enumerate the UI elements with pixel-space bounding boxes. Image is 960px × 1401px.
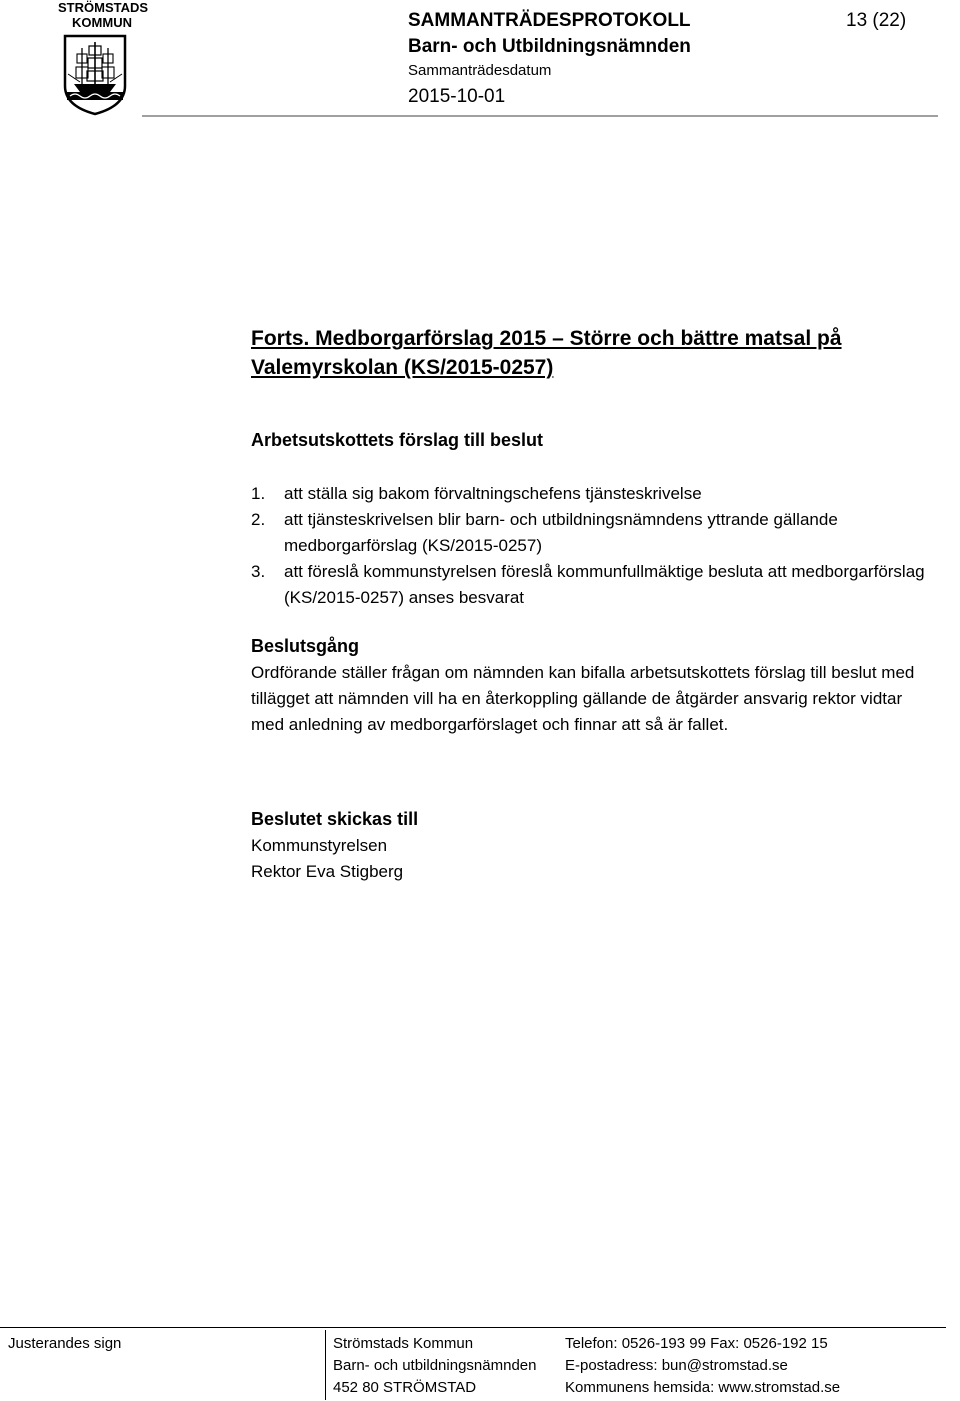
list-item [251, 481, 931, 507]
document-type: SAMMANTRÄDESPROTOKOLL [408, 10, 691, 31]
list-item-number: 1. [251, 484, 266, 503]
logo-line-1: STRÖMSTADS [58, 0, 149, 15]
recipient: Rektor Eva Stigberg [251, 862, 404, 881]
sign-label: Justerandes sign [8, 1335, 122, 1352]
item-title-line-2: Valemyrskolan (KS/2015-0257) [251, 356, 554, 379]
list-item-number: 3. [251, 562, 266, 581]
website: Kommunens hemsida: www.stromstad.se [565, 1379, 841, 1396]
email: E-postadress: bun@stromstad.se [565, 1357, 788, 1374]
ship-crest-icon [62, 34, 128, 116]
board-name: Barn- och Utbildningsnämnden [408, 36, 691, 57]
org-department: Barn- och utbildningsnämnden [333, 1357, 537, 1374]
municipality-logo-text [58, 0, 149, 30]
logo-line-2: KOMMUN [72, 15, 132, 30]
org-name: Strömstads Kommun [333, 1335, 474, 1352]
footer-contact [565, 1333, 840, 1399]
proposal-heading: Arbetsutskottets förslag till beslut [251, 430, 544, 450]
item-title [251, 324, 931, 382]
decision-heading: Beslutsgång [251, 636, 360, 656]
meeting-date-label: Sammanträdesdatum [408, 62, 552, 79]
footer-organization [333, 1333, 536, 1399]
footer-divider [0, 1327, 946, 1328]
list-item [251, 559, 931, 611]
list-item-text: att tjänsteskrivelsen blir barn- och utbildningsnämndens yttrande gällande medborgarförslag (KS/2015-0257) [284, 510, 838, 555]
list-item [251, 507, 931, 559]
proposal-list [251, 481, 931, 611]
recipient: Kommunstyrelsen [251, 836, 388, 855]
meeting-date: 2015-10-01 [408, 86, 506, 107]
phone-fax: Telefon: 0526-193 99 Fax: 0526-192 15 [565, 1335, 828, 1352]
decision-text: Ordförande ställer frågan om nämnden kan bifalla arbetsutskottets förslag till beslut med tillägget att nämnden vill ha en återkoppling gällande de åtgärder ansvarig rektor vidtar med anledning av medborgarförslaget och finnar att så är fallet. [251, 663, 915, 734]
item-title-line-1: Forts. Medborgarförslag 2015 – Större och bättre matsal på [251, 327, 842, 350]
list-item-text: att ställa sig bakom förvaltningschefens tjänsteskrivelse [284, 484, 702, 503]
list-item-text: att föreslå kommunstyrelsen föreslå kommunfullmäktige besluta att medborgarförslag (KS/2015-0257) anses besvarat [284, 562, 925, 607]
list-item-number: 2. [251, 510, 266, 529]
recipient-list [251, 833, 931, 885]
header-divider [142, 115, 938, 117]
sent-to-heading: Beslutet skickas till [251, 809, 419, 829]
org-address: 452 80 STRÖMSTAD [333, 1379, 477, 1396]
footer-column-divider [325, 1330, 326, 1400]
page-number: 13 (22) [846, 10, 907, 31]
